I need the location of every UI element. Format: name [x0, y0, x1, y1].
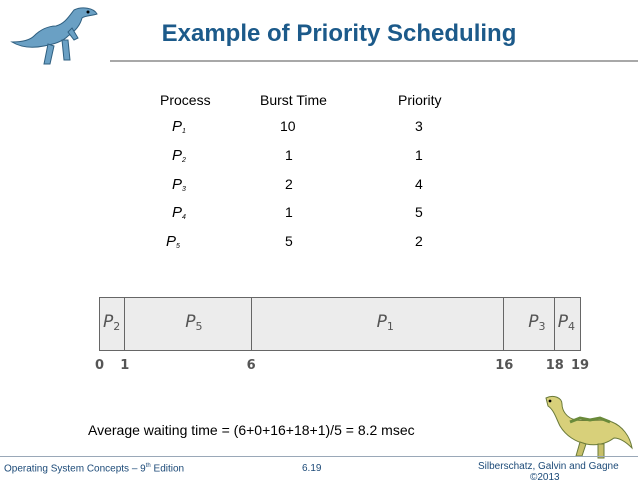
gantt-segment-label: $P_2$: [103, 312, 121, 333]
footer-authors: Silberschatz, Galvin and Gagne ©2013: [478, 461, 619, 483]
process-name: $P_4$: [172, 204, 186, 221]
gantt-segment-label: $P_5$: [185, 312, 203, 333]
burst-time-value: 1: [285, 204, 293, 220]
gantt-segment-label: $P_1$: [376, 312, 394, 333]
burst-time-value: 5: [285, 233, 293, 249]
gantt-segment-label: $P_3$: [528, 312, 546, 333]
burst-time-value: 1: [285, 147, 293, 163]
process-name: $P_1$: [172, 118, 186, 135]
header-burst-time: Burst Time: [260, 92, 327, 108]
gantt-tick-label: 6: [246, 358, 256, 373]
priority-value: 4: [415, 176, 423, 192]
gantt-segment: [555, 298, 580, 350]
gantt-segment: [100, 298, 125, 350]
average-waiting-time: Average waiting time = (6+0+16+18+1)/5 = 8.2 msec: [88, 422, 415, 438]
burst-time-value: 10: [280, 118, 296, 134]
process-name: $P_5$: [166, 233, 180, 250]
gantt-segment: [504, 298, 555, 350]
gantt-tick-label: 19: [571, 358, 590, 373]
gantt-tick-label: 1: [120, 358, 130, 373]
gantt-tick-label: 16: [495, 358, 514, 373]
footer-divider: [0, 456, 638, 457]
priority-value: 3: [415, 118, 423, 134]
process-name: $P_2$: [172, 147, 186, 164]
priority-value: 2: [415, 233, 423, 249]
dinosaur-icon: [540, 388, 636, 460]
header-priority: Priority: [398, 92, 442, 108]
footer-page-number: 6.19: [302, 463, 322, 474]
gantt-segment: [125, 298, 251, 350]
footer-book-title: Operating System Concepts – 9th Edition: [4, 463, 185, 475]
priority-value: 5: [415, 204, 423, 220]
header-process: Process: [160, 92, 211, 108]
process-name: $P_3$: [172, 176, 186, 193]
title-divider: [110, 60, 638, 62]
gantt-segment-label: $P_4$: [557, 312, 575, 333]
gantt-tick-label: 18: [545, 358, 564, 373]
gantt-chart: [99, 297, 581, 351]
burst-time-value: 2: [285, 176, 293, 192]
slide-title: Example of Priority Scheduling: [161, 20, 517, 47]
gantt-tick-label: 0: [95, 358, 105, 373]
priority-value: 1: [415, 147, 423, 163]
gantt-segment: [252, 298, 505, 350]
